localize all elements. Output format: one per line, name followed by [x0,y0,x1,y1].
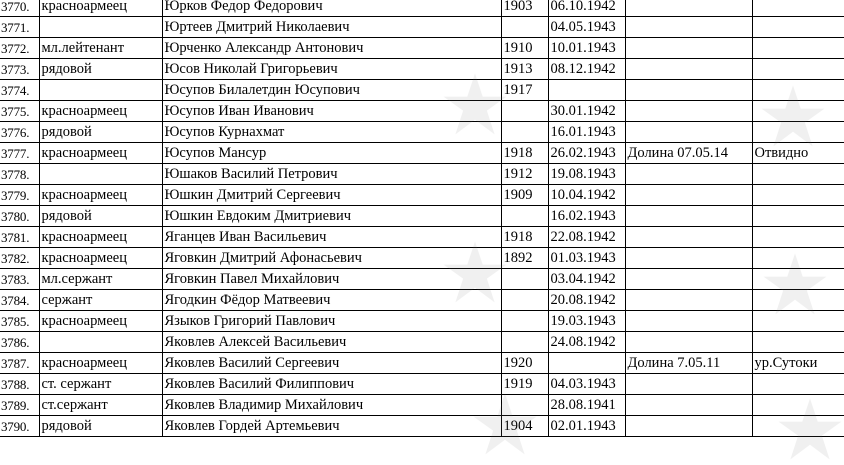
note-cell [752,185,844,206]
table-row [0,143,844,164]
row-number: 3781. [0,227,39,248]
table-row [0,374,844,395]
row-number: 3787. [0,353,39,374]
table-row [0,311,844,332]
rank-cell: рядовой [39,206,162,227]
name-cell: Яковлев Гордей Артемьевич [162,416,501,437]
birth-year-cell [501,332,548,353]
rank-cell: красноармеец [39,185,162,206]
table-row [0,185,844,206]
row-number: 3777. [0,143,39,164]
rank-cell: мл.лейтенант [39,38,162,59]
burial-place-cell: Долина 7.05.11 [625,353,752,374]
row-number: 3773. [0,59,39,80]
table-row [0,332,844,353]
birth-year-cell: 1903 [501,0,548,17]
name-cell: Юрков Федор Федорович [162,0,501,17]
date-cell: 20.08.1942 [548,290,625,311]
rank-cell: ст.сержант [39,395,162,416]
row-number: 3772. [0,38,39,59]
date-cell: 04.03.1943 [548,374,625,395]
birth-year-cell: 1918 [501,227,548,248]
table-row [0,164,844,185]
table-row [0,122,844,143]
birth-year-cell: 1912 [501,164,548,185]
birth-year-cell: 1904 [501,416,548,437]
rank-cell: мл.сержант [39,269,162,290]
birth-year-cell: 1913 [501,59,548,80]
date-cell: 19.03.1943 [548,311,625,332]
table-row [0,269,844,290]
table-row [0,248,844,269]
date-cell: 24.08.1942 [548,332,625,353]
birth-year-cell [501,101,548,122]
burial-place-cell [625,101,752,122]
date-cell: 28.08.1941 [548,395,625,416]
date-cell: 08.12.1942 [548,59,625,80]
name-cell: Юшкин Евдоким Дмитриевич [162,206,501,227]
name-cell: Юшкин Дмитрий Сергеевич [162,185,501,206]
name-cell: Яковлев Василий Сергеевич [162,353,501,374]
burial-place-cell [625,122,752,143]
table-row [0,395,844,416]
note-cell [752,290,844,311]
birth-year-cell [501,311,548,332]
row-number: 3788. [0,374,39,395]
note-cell [752,311,844,332]
date-cell: 16.02.1943 [548,206,625,227]
table-row [0,17,844,38]
table-row [0,206,844,227]
birth-year-cell [501,290,548,311]
name-cell: Юсупов Билалетдин Юсупович [162,80,501,101]
birth-year-cell [501,206,548,227]
row-number: 3779. [0,185,39,206]
date-cell: 01.03.1943 [548,248,625,269]
rank-cell: рядовой [39,122,162,143]
note-cell [752,269,844,290]
note-cell [752,227,844,248]
note-cell [752,395,844,416]
name-cell: Юсупов Мансур [162,143,501,164]
note-cell [752,80,844,101]
rank-cell: рядовой [39,59,162,80]
table-row [0,290,844,311]
table-row [0,353,844,374]
table-row [0,227,844,248]
note-cell [752,332,844,353]
burial-place-cell [625,227,752,248]
name-cell: Языков Григорий Павлович [162,311,501,332]
burial-place-cell [625,395,752,416]
date-cell: 30.01.1942 [548,101,625,122]
row-number: 3778. [0,164,39,185]
name-cell: Юсов Николай Григорьевич [162,59,501,80]
rank-cell: ст. сержант [39,374,162,395]
date-cell: 10.04.1942 [548,185,625,206]
date-cell: 04.05.1943 [548,17,625,38]
rank-cell: красноармеец [39,353,162,374]
rank-cell [39,17,162,38]
date-cell: 10.01.1943 [548,38,625,59]
name-cell: Юшаков Василий Петрович [162,164,501,185]
date-cell: 16.01.1943 [548,122,625,143]
table-row [0,80,844,101]
rank-cell: красноармеец [39,227,162,248]
name-cell: Юртеев Дмитрий Николаевич [162,17,501,38]
note-cell [752,0,844,17]
burial-place-cell: Долина 07.05.14 [625,143,752,164]
name-cell: Яковлев Василий Филиппович [162,374,501,395]
birth-year-cell: 1917 [501,80,548,101]
burial-place-cell [625,269,752,290]
row-number: 3780. [0,206,39,227]
burial-place-cell [625,38,752,59]
birth-year-cell: 1918 [501,143,548,164]
name-cell: Юсупов Курнахмат [162,122,501,143]
birth-year-cell: 1919 [501,374,548,395]
name-cell: Яговкин Дмитрий Афонасьевич [162,248,501,269]
table-row [0,416,844,437]
note-cell: ур.Сутоки [752,353,844,374]
rank-cell: красноармеец [39,0,162,17]
rank-cell: красноармеец [39,311,162,332]
date-cell: 26.02.1943 [548,143,625,164]
name-cell: Ягодкин Фёдор Матвеевич [162,290,501,311]
rank-cell [39,332,162,353]
note-cell: Отвидно [752,143,844,164]
row-number: 3784. [0,290,39,311]
rank-cell: красноармеец [39,248,162,269]
table-row [0,59,844,80]
row-number: 3786. [0,332,39,353]
name-cell: Яковлев Владимир Михайлович [162,395,501,416]
row-number: 3785. [0,311,39,332]
burial-place-cell [625,59,752,80]
burial-place-cell [625,80,752,101]
birth-year-cell: 1892 [501,248,548,269]
birth-year-cell: 1910 [501,38,548,59]
date-cell [548,80,625,101]
note-cell [752,374,844,395]
burial-place-cell [625,164,752,185]
row-number: 3775. [0,101,39,122]
row-number: 3774. [0,80,39,101]
rank-cell: красноармеец [39,101,162,122]
rank-cell: рядовой [39,416,162,437]
date-cell: 22.08.1942 [548,227,625,248]
note-cell [752,59,844,80]
row-number: 3776. [0,122,39,143]
rank-cell: красноармеец [39,143,162,164]
row-number: 3790. [0,416,39,437]
birth-year-cell [501,17,548,38]
row-number: 3789. [0,395,39,416]
date-cell: 02.01.1943 [548,416,625,437]
birth-year-cell: 1920 [501,353,548,374]
burial-place-cell [625,290,752,311]
name-cell: Яганцев Иван Васильевич [162,227,501,248]
table-row [0,0,844,17]
date-cell: 19.08.1943 [548,164,625,185]
burial-place-cell [625,416,752,437]
date-cell [548,353,625,374]
date-cell: 06.10.1942 [548,0,625,17]
burial-place-cell [625,374,752,395]
birth-year-cell: 1909 [501,185,548,206]
note-cell [752,122,844,143]
burial-place-cell [625,0,752,17]
burial-place-cell [625,185,752,206]
name-cell: Яковлев Алексей Васильевич [162,332,501,353]
date-cell: 03.04.1942 [548,269,625,290]
table-row [0,38,844,59]
note-cell [752,206,844,227]
birth-year-cell [501,269,548,290]
row-number: 3770. [0,0,39,17]
row-number: 3783. [0,269,39,290]
name-cell: Яговкин Павел Михайлович [162,269,501,290]
burial-place-cell [625,311,752,332]
note-cell [752,38,844,59]
burial-place-cell [625,248,752,269]
note-cell [752,416,844,437]
burial-place-cell [625,17,752,38]
row-number: 3782. [0,248,39,269]
note-cell [752,248,844,269]
rank-cell [39,164,162,185]
table-row [0,101,844,122]
burial-place-cell [625,206,752,227]
row-number: 3771. [0,17,39,38]
note-cell [752,17,844,38]
rank-cell [39,80,162,101]
birth-year-cell [501,122,548,143]
note-cell [752,164,844,185]
rank-cell: сержант [39,290,162,311]
birth-year-cell [501,395,548,416]
name-cell: Юрченко Александр Антонович [162,38,501,59]
name-cell: Юсупов Иван Иванович [162,101,501,122]
note-cell [752,101,844,122]
burial-place-cell [625,332,752,353]
